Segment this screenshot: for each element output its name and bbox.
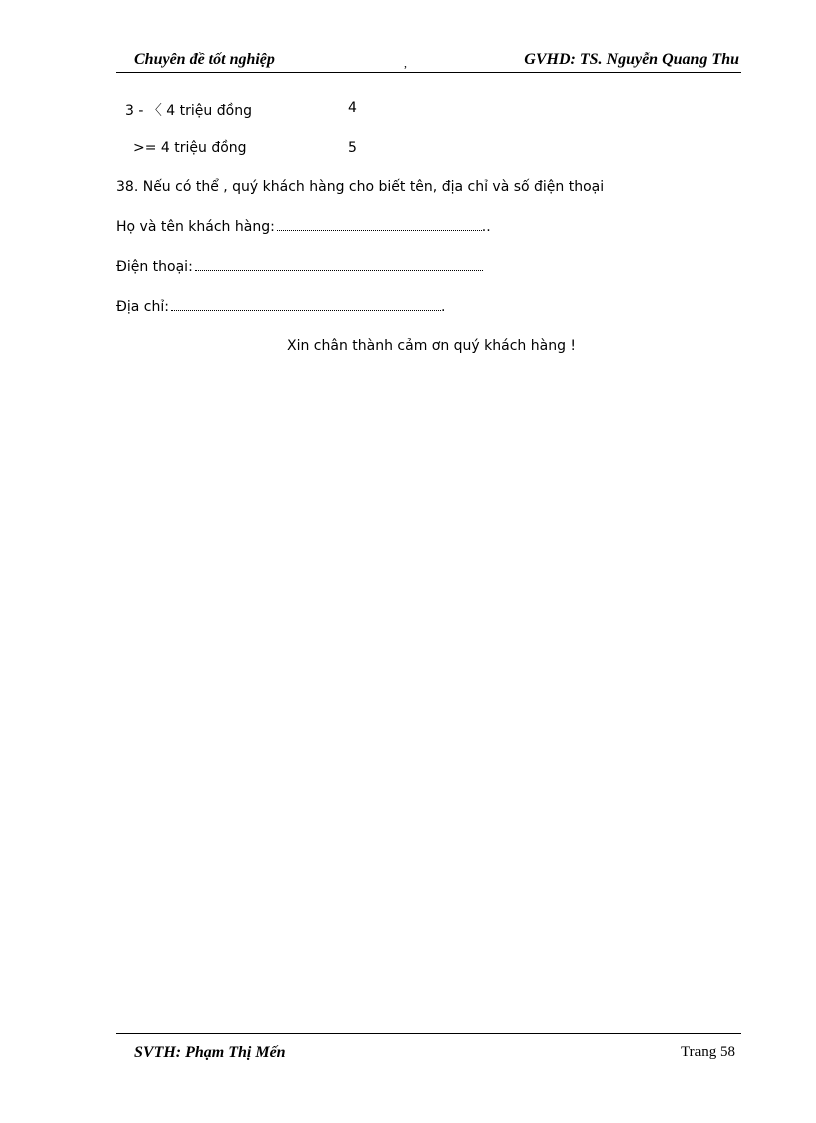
option-label: >= 4 triệu đồng [133, 140, 247, 156]
page-footer [116, 1033, 741, 1064]
page-number: Trang 58 [680, 1044, 735, 1060]
option-value [348, 140, 357, 156]
author-label: SVTH: Phạm Thị Mến [134, 1044, 286, 1061]
address-fill-line [171, 309, 441, 311]
name-fill-line [277, 229, 482, 231]
option-row [133, 140, 247, 156]
option-value-text: 4 [348, 100, 357, 116]
phone-label: Điện thoại: [116, 259, 193, 275]
name-field [116, 219, 491, 235]
option-row [125, 100, 252, 120]
option-value [348, 100, 357, 116]
question-text: 38. Nếu có thể , quý khách hàng cho biết tên, địa chỉ và số điện thoại [116, 179, 605, 195]
option-value-text: 5 [348, 140, 357, 156]
document-title: Chuyên đề tốt nghiệp [134, 51, 275, 68]
address-label: Địa chỉ: [116, 299, 169, 315]
address-tail: . [440, 299, 446, 315]
phone-field [116, 259, 483, 275]
name-tail: .. [481, 219, 491, 235]
supervisor-label: GVHD: TS. Nguyễn Quang Thu [524, 51, 739, 68]
address-field [116, 299, 445, 315]
option-label: 3 - 〈 4 triệu đồng [125, 103, 252, 119]
page-header [116, 50, 741, 73]
phone-fill-line [195, 269, 483, 271]
closing-text: Xin chân thành cảm ơn quý khách hàng ! [287, 338, 577, 354]
name-label: Họ và tên khách hàng: [116, 219, 275, 235]
header-mark: , [404, 56, 407, 70]
